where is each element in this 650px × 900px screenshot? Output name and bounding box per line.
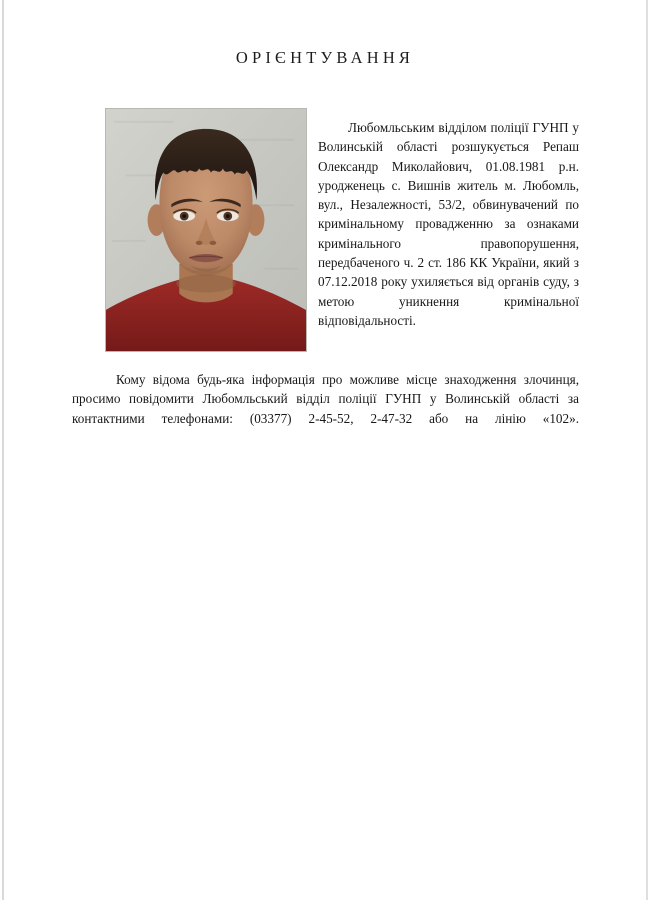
wanted-notice-paragraph: Любомльським відділом поліції ГУНП у Волинській області розшукується Репаш Олександр Миколайович, 01.08.1981 р.н. уродженець с. Вишнів житель м. Любомль, вул., Незалежності, 53/2, обвинувачений по кримінальному провадженню за ознаками кримінального правопорушення, передбаченого ч. 2 ст. 186 КК України, який з 07.12.2018 року ухиляється від органів суду, з метою уникнення кримінальної відповідальності. (318, 120, 579, 328)
wanted-person-photo (105, 108, 307, 352)
page-title: ОРІЄНТУВАННЯ (235, 48, 415, 67)
contact-notice-paragraph: Кому відома будь-яка інформація про можливе місце знаходження злочинця, просимо повідомити Любомльський відділ поліції ГУНП у Волинській області за контактними телефонами: (03377) 2-45-52, 2-47-32 або на лінію «102». (72, 372, 579, 426)
portrait-photo-illustration (106, 109, 306, 351)
